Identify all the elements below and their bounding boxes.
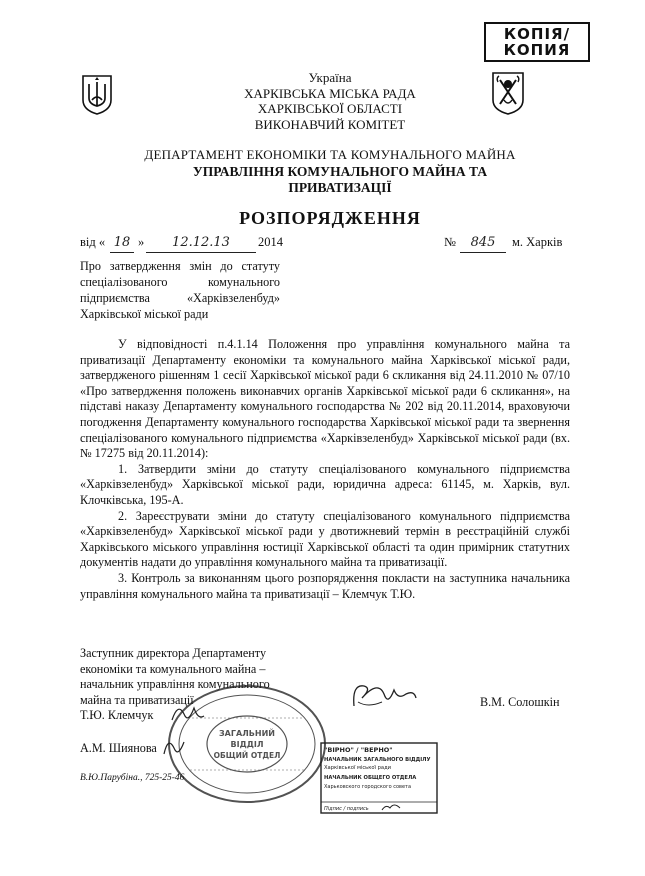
- date-year: 2014: [258, 235, 283, 249]
- seal-text: ЗАГАЛЬНИЙ: [219, 729, 275, 738]
- date-number-row: [80, 234, 570, 252]
- round-seal-icon: [162, 678, 332, 808]
- office-name-line: ПРИВАТИЗАЦІЇ: [288, 180, 392, 195]
- body-item-2: 2. Зареєструвати зміни до статуту спеціалізованого комунального підприємства «Харківзеленбуд» Харківської міської ради у двотижневий термін в реєстраційній службі Харківського міського управління юстиції Харківської області та один примірник статутних документів надати до управління комунального майна та приватизації.: [80, 508, 570, 570]
- true-copy-stamp: [320, 742, 438, 814]
- author-name: А.М. Шиянова: [80, 741, 157, 755]
- body-item-3: 3. Контроль за виконанням цього розпорядження покласти на заступника начальника управління комунального майна та приватизації – Клемчук Т.Ю.: [80, 570, 570, 601]
- stamp-text: "ВІРНО" / "ВЕРНО": [324, 746, 393, 754]
- office-name: [180, 164, 500, 196]
- document-number: 845: [460, 234, 506, 253]
- department-name: ДЕПАРТАМЕНТ ЕКОНОМІКИ ТА КОМУНАЛЬНОГО МАЙНА: [144, 147, 516, 162]
- document-place: м. Харків: [512, 235, 563, 249]
- country-name: Україна: [308, 70, 352, 85]
- signer-name-right: В.М. Солошкін: [480, 695, 560, 709]
- body-item-1: 1. Затвердити зміни до статуту спеціалізованого комунального підприємства «Харківзеленбуд» Харківської міської ради, юридична адреса: 61145, м. Харків, вул. Клочківська, 195-А.: [80, 461, 570, 507]
- office-name-line: УПРАВЛІННЯ КОМУНАЛЬНОГО МАЙНА ТА: [192, 164, 488, 179]
- stamp-text: Підпис / подпись: [324, 806, 369, 812]
- seal-text: ВІДДІЛ: [230, 740, 264, 749]
- region-name: ХАРКІВСЬКОЇ ОБЛАСТІ: [257, 101, 403, 116]
- number-label: №: [444, 235, 456, 249]
- handwritten-signature: [348, 676, 420, 716]
- city-coat-of-arms-icon: [490, 70, 526, 116]
- body-intro: У відповідності п.4.1.14 Положення про управління комунального майна та приватизації Департаменту економіки та комунального майна Харківської міської ради, затвердженого рішенням 1 сесії Харківської міської ради 6 скликання від 24.11.2010 № 07/10 «Про затвердження положень виконавчих органів Харківської міської ради 6 скликання», на підставі наказу Департаменту комунального господарства № 202 від 20.11.2014, враховуючи погодження Департаменту комунального господарства Харківської міської ради та звернення спеціалізованого комунального підприємства «Харківзеленбуд» Харківської міської ради (вх. № 17275 від 20.11.2014):: [80, 337, 570, 461]
- copy-stamp-line: КОПИЯ: [503, 41, 571, 59]
- date-day: 18: [110, 234, 134, 253]
- date-prefix: від «: [80, 235, 106, 249]
- stamp-text: НАЧАЛЬНИК ОБЩЕГО ОТДЕЛА: [324, 775, 417, 781]
- date-mid: »: [138, 235, 145, 249]
- document-subject: Про затвердження змін до статуту спеціалізованого комунального підприємства «Харківзеленбуд» Харківської міської ради: [80, 259, 280, 321]
- stamp-text: НАЧАЛЬНИК ЗАГАЛЬНОГО ВІДДІЛУ: [324, 757, 431, 763]
- stamp-text: Харківської міської ради: [324, 765, 392, 771]
- document-title: РОЗПОРЯДЖЕННЯ: [239, 208, 421, 228]
- signer-name-left: Т.Ю. Клемчук: [80, 708, 154, 723]
- seal-text: ОБЩИЙ ОТДЕЛ: [213, 751, 281, 760]
- issuer-header: [190, 70, 470, 132]
- copy-stamp-line: КОПІЯ/: [503, 25, 571, 43]
- trident-emblem-icon: [80, 72, 114, 116]
- council-name: ХАРКІВСЬКА МІСЬКА РАДА: [244, 85, 416, 101]
- executor-contact: В.Ю.Парубіна., 725-25-46: [80, 773, 185, 783]
- stamp-text: Харьковского городского совета: [324, 784, 412, 790]
- copy-stamp: [484, 22, 590, 62]
- committee-name: ВИКОНАВЧИЙ КОМІТЕТ: [254, 116, 406, 132]
- signer-position: Заступник директора Департаменту економіки та комунального майна – начальник управління комунального майна та приватизації: [80, 646, 270, 707]
- document-body: [80, 337, 570, 602]
- date-month: 12.12.13: [146, 234, 256, 253]
